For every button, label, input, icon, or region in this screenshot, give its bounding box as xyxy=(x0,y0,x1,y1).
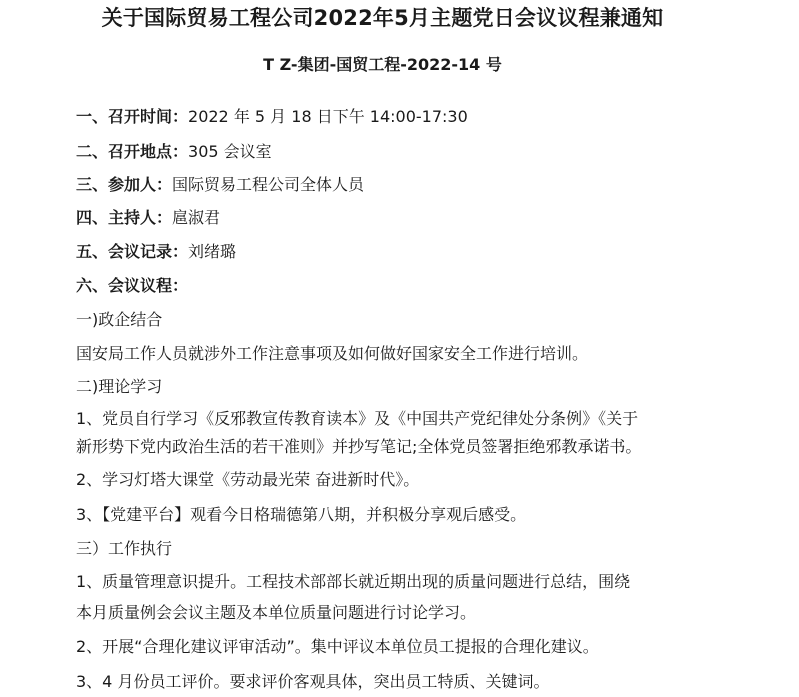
section-heading: 一)政企结合 xyxy=(76,310,163,329)
item-value: 国际贸易工程公司全体人员 xyxy=(172,175,365,194)
paragraph: 2、开展“合理化建议评审活动”。集中评议本单位员工提报的合理化建议。 xyxy=(76,637,599,656)
item-value: 2022 年 5 月 18 日下午 14:00-17:30 xyxy=(188,107,468,126)
paragraph: 3、【党建平台】观看今日格瑞德第八期，并积极分享观后感受。 xyxy=(76,505,527,524)
item-label: 五、会议记录： xyxy=(76,242,189,261)
item-value: 305 会议室 xyxy=(188,142,272,161)
paragraph: 3、4 月份员工评价。要求评价客观具体，突出员工特质、关键词。 xyxy=(76,672,550,691)
item-label: 四、主持人： xyxy=(76,208,173,227)
paragraph-line: 新形势下党内政治生活的若干准则》并抄写笔记;全体党员签署拒绝邪教承诺书。 xyxy=(76,437,642,456)
participants-line xyxy=(76,173,364,197)
item-value: 刘绪璐 xyxy=(188,242,237,261)
paragraph-line: 1、质量管理意识提升。工程技术部部长就近期出现的质量问题进行总结，围绕 xyxy=(76,572,631,591)
agenda-heading-line xyxy=(76,274,188,298)
item-label: 一、召开时间： xyxy=(76,107,189,126)
paragraph: 国安局工作人员就涉外工作注意事项及如何做好国家安全工作进行培训。 xyxy=(76,344,589,363)
meeting-location-line xyxy=(76,140,272,164)
section-heading: 三）工作执行 xyxy=(76,539,173,558)
recorder-line xyxy=(76,240,236,264)
paragraph: 2、学习灯塔大课堂《劳动最光荣 奋进新时代》。 xyxy=(76,470,420,489)
host-line xyxy=(76,206,220,230)
item-value: 扈淑君 xyxy=(172,208,221,227)
document-title: 关于国际贸易工程公司2022年5月主题党日会议议程兼通知 xyxy=(101,6,664,30)
section-heading: 二)理论学习 xyxy=(76,377,163,396)
item-label: 六、会议议程： xyxy=(76,276,189,295)
meeting-time-line xyxy=(76,105,468,129)
paragraph-line: 1、党员自行学习《反邪教宣传教育读本》及《中国共产党纪律处分条例》《关于 xyxy=(76,409,639,428)
document-number: T Z-集团-国贸工程-2022-14 号 xyxy=(263,55,502,74)
item-label: 二、召开地点： xyxy=(76,142,189,161)
paragraph-line: 本月质量例会会议主题及本单位质量问题进行讨论学习。 xyxy=(76,603,477,622)
item-label: 三、参加人： xyxy=(76,175,173,194)
